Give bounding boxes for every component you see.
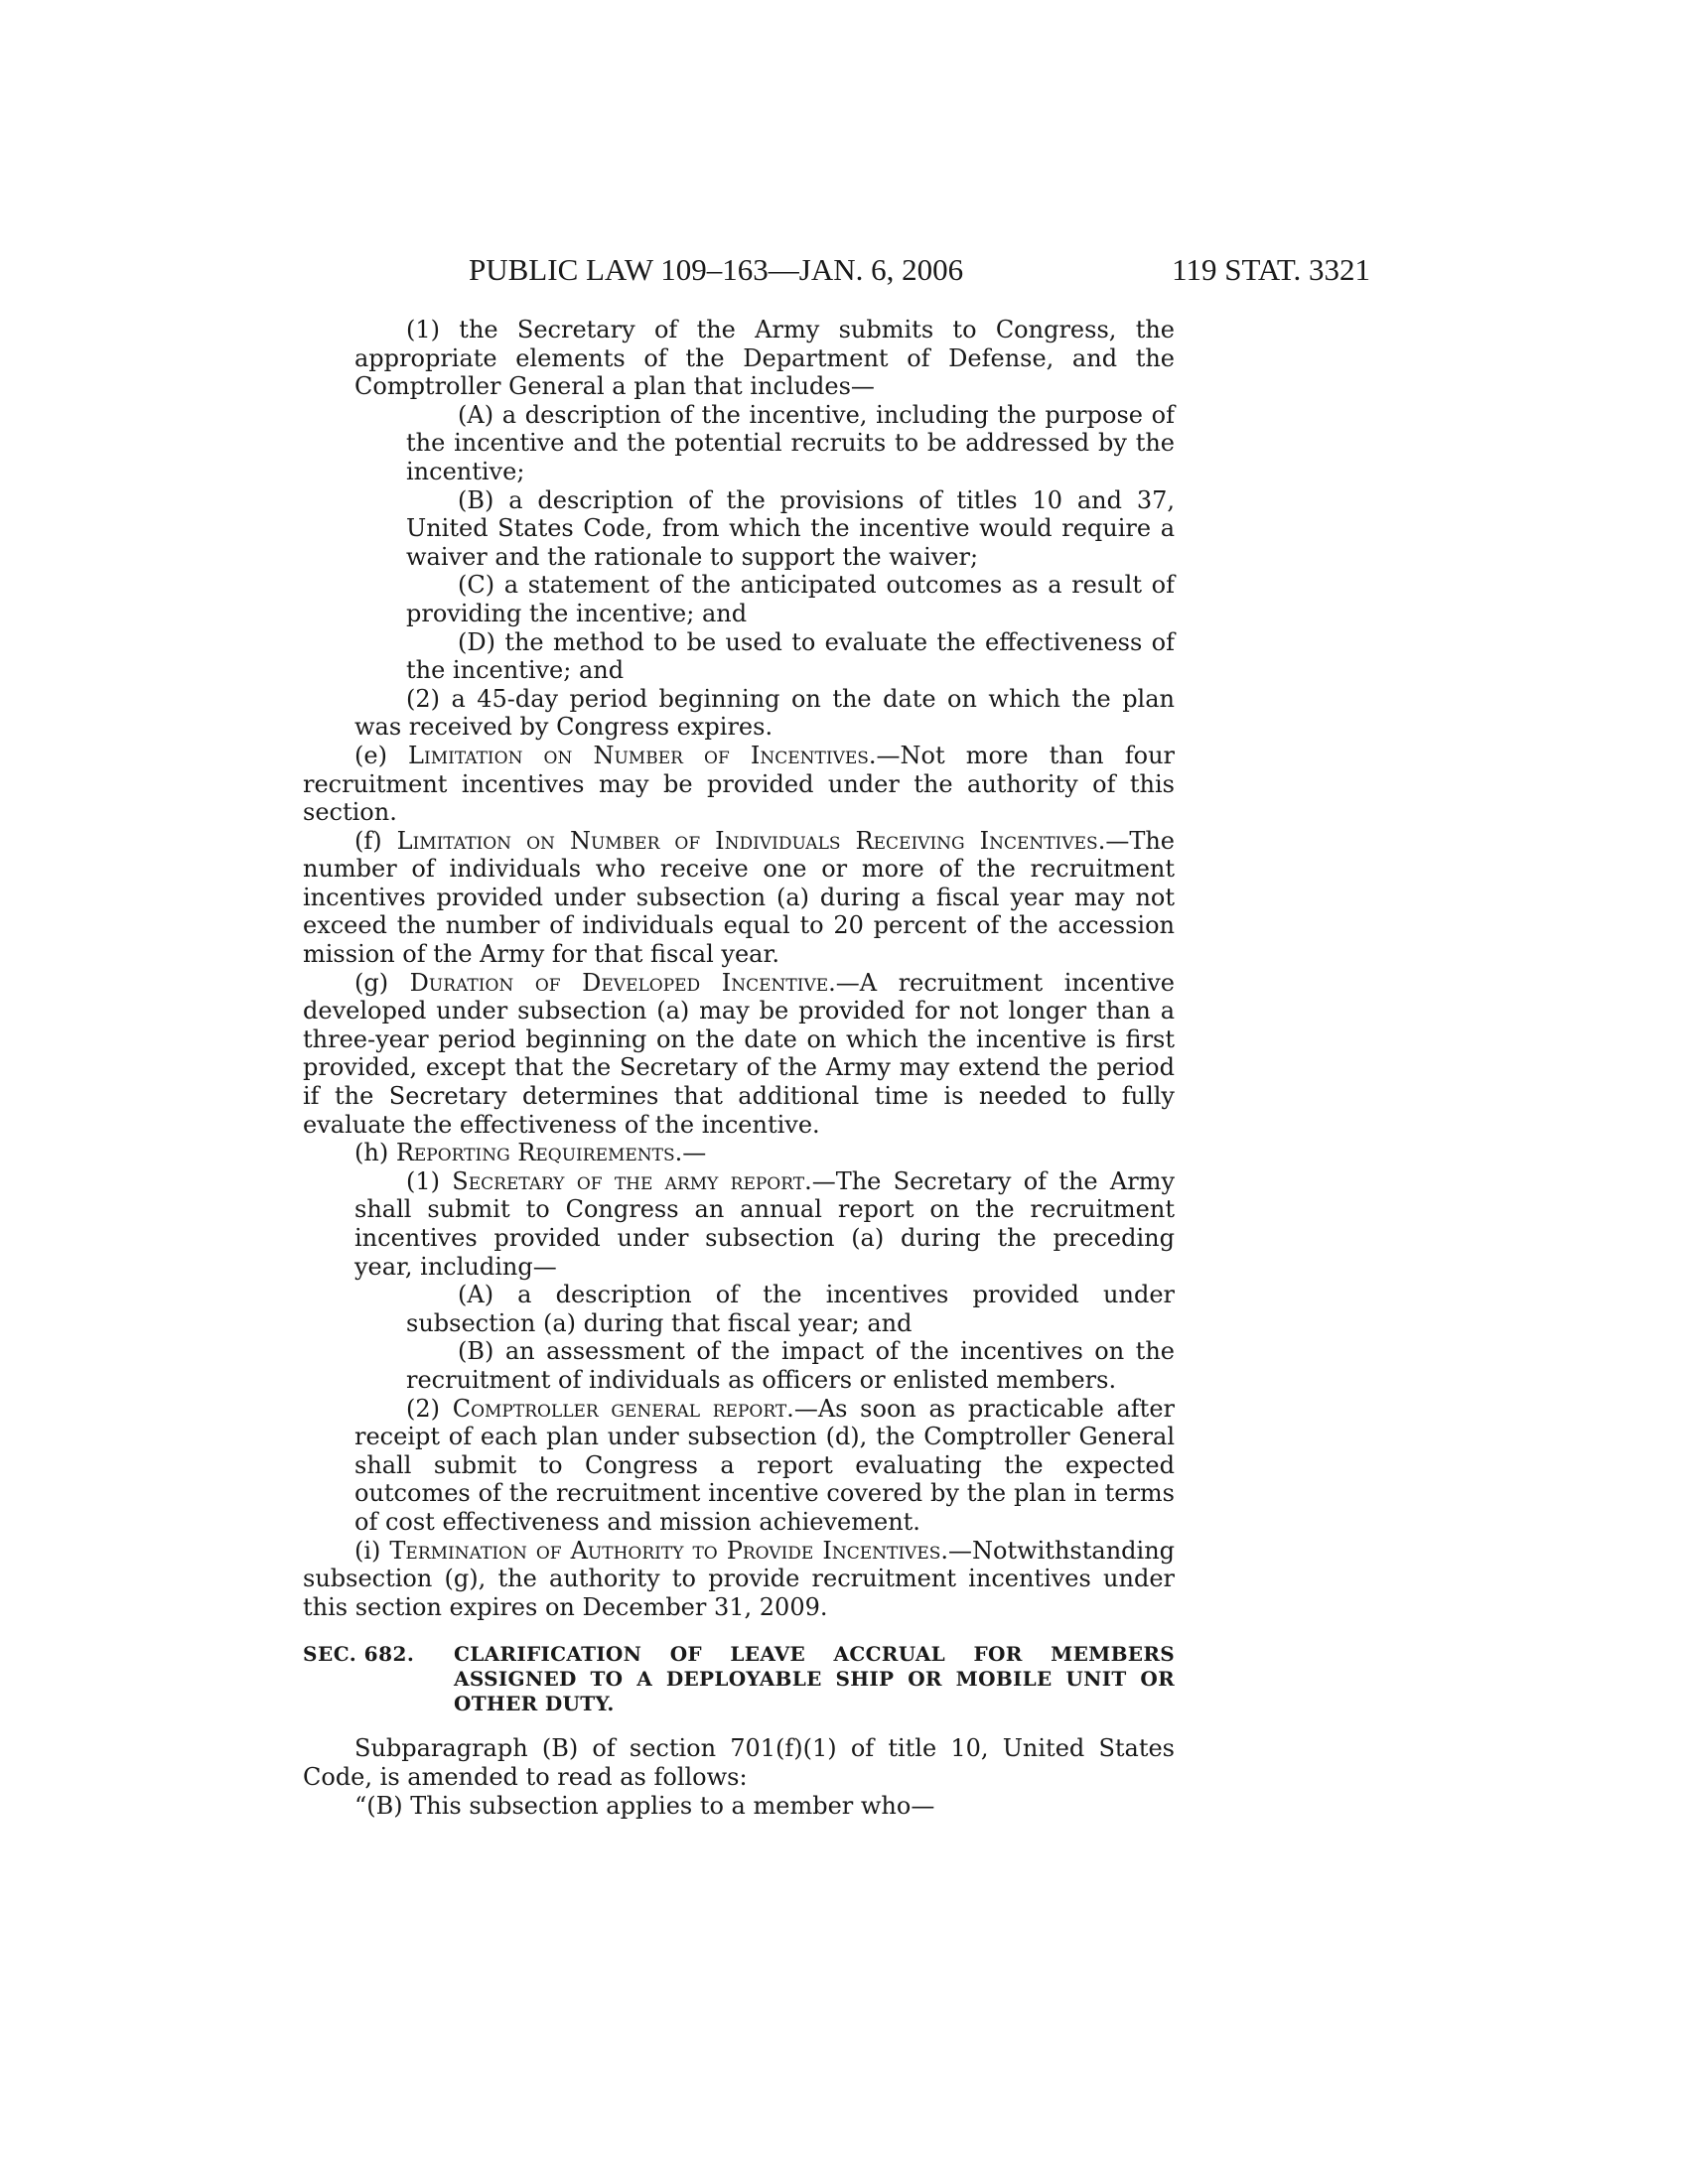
subsection-e-prefix: (e) bbox=[354, 741, 409, 769]
subsection-i bbox=[303, 1537, 1175, 1622]
page-header-title: PUBLIC LAW 109–163—JAN. 6, 2006 bbox=[469, 252, 964, 287]
section-paragraph-1: Subparagraph (B) of section 701(f)(1) of title 10, United States Code, is amended to read as follows: bbox=[303, 1734, 1175, 1791]
subsection-f-text: —The number of individuals who receive one or more of the recruitment incentives provided under subsection (a) during a fiscal year may not exceed the number of individuals equal to 20 percent of the accession mission of the Army for that fiscal year. bbox=[303, 826, 1175, 969]
page-number-stat: 119 STAT. 3321 bbox=[1172, 252, 1370, 287]
section-title: CLARIFICATION OF LEAVE ACCRUAL FOR MEMBERS ASSIGNED TO A DEPLOYABLE SHIP OR MOBILE UNIT OR OTHER DUTY. bbox=[454, 1642, 1175, 1716]
subsection-g bbox=[303, 969, 1175, 1140]
paragraph-h2 bbox=[354, 1395, 1175, 1537]
paragraph-d1-b: (B) a description of the provisions of titles 10 and 37, United States Code, from which the incentive would require a waiver and the rationale to support the waiver; bbox=[406, 485, 1175, 571]
paragraph-h2-text: —As soon as practicable after receipt of each plan under subsection (d), the Comptroller General shall submit to Congress a report evaluating the expected outcomes of the recruitment incentive covered by the plan in terms of cost effectiveness and mission achievement. bbox=[354, 1394, 1176, 1536]
subsection-e-text: —Not more than four recruitment incentives may be provided under the authority of this section. bbox=[303, 741, 1175, 827]
paragraph-h1-prefix: (1) bbox=[406, 1166, 453, 1195]
paragraph-h2-heading: Comptroller general report. bbox=[452, 1394, 794, 1423]
section-paragraph-2: “(B) This subsection applies to a member who— bbox=[354, 1791, 935, 1820]
paragraph-h2-prefix: (2) bbox=[406, 1394, 453, 1423]
paragraph-d1-a: (A) a description of the incentive, including the purpose of the incentive and the potential recruits to be addressed by the incentive; bbox=[406, 400, 1175, 485]
subsection-g-prefix: (g) bbox=[354, 968, 410, 997]
section-heading bbox=[303, 1642, 1175, 1716]
document-body bbox=[303, 316, 1175, 1820]
subsection-h-text: — bbox=[682, 1139, 707, 1167]
subsection-i-text: —Notwithstanding subsection (g), the authority to provide recruitment incentives under this section expires on December 31, 2009. bbox=[303, 1536, 1176, 1621]
paragraph-d1-c: (C) a statement of the anticipated outcomes as a result of providing the incentive; and bbox=[406, 571, 1175, 627]
subsection-i-prefix: (i) bbox=[354, 1536, 390, 1565]
subsection-f bbox=[303, 827, 1175, 969]
subsection-h bbox=[303, 1139, 1175, 1167]
subsection-h-heading: Reporting Requirements. bbox=[395, 1139, 683, 1167]
paragraph-h1 bbox=[354, 1167, 1175, 1281]
subsection-e-heading: Limitation on Number of Incentives. bbox=[408, 741, 877, 769]
running-header bbox=[469, 250, 1370, 290]
paragraph-d1-d: (D) the method to be used to evaluate the effectiveness of the incentive; and bbox=[406, 627, 1175, 685]
subsection-e bbox=[303, 742, 1175, 827]
paragraph-h1-a: (A) a description of the incentives provided under subsection (a) during that fiscal year; and bbox=[406, 1281, 1175, 1337]
subsection-f-heading: Limitation on Number of Individuals Receiving Incentives. bbox=[396, 826, 1106, 855]
paragraph-d2: (2) a 45-day period beginning on the date on which the plan was received by Congress expires. bbox=[354, 684, 1175, 742]
paragraph-h1-heading: Secretary of the army report. bbox=[452, 1166, 812, 1195]
paragraph-h1-b: (B) an assessment of the impact of the incentives on the recruitment of individuals as officers or enlisted members. bbox=[406, 1337, 1175, 1394]
paragraph-d1: (1) the Secretary of the Army submits to Congress, the appropriate elements of the Department of Defense, and the Comptroller General a plan that includes— bbox=[354, 316, 1175, 401]
subsection-i-heading: Termination of Authority to Provide Incentives. bbox=[389, 1536, 949, 1565]
subsection-g-heading: Duration of Developed Incentive. bbox=[409, 968, 836, 997]
paragraph-h1-text: —The Secretary of the Army shall submit to Congress an annual report on the recruitment incentives provided under subsection (a) during the preceding year, including— bbox=[354, 1166, 1176, 1281]
subsection-f-prefix: (f) bbox=[354, 826, 397, 855]
section-number: SEC. 682. bbox=[303, 1642, 415, 1667]
subsection-g-text: —A recruitment incentive developed under subsection (a) may be provided for not longer than a three-year period beginning on the date on which the incentive is first provided, except that the Secretary of the Army may extend the period if the Secretary determines that additional time is needed to fully evaluate the effectiveness of the incentive. bbox=[303, 968, 1176, 1139]
subsection-h-prefix: (h) bbox=[354, 1139, 396, 1167]
